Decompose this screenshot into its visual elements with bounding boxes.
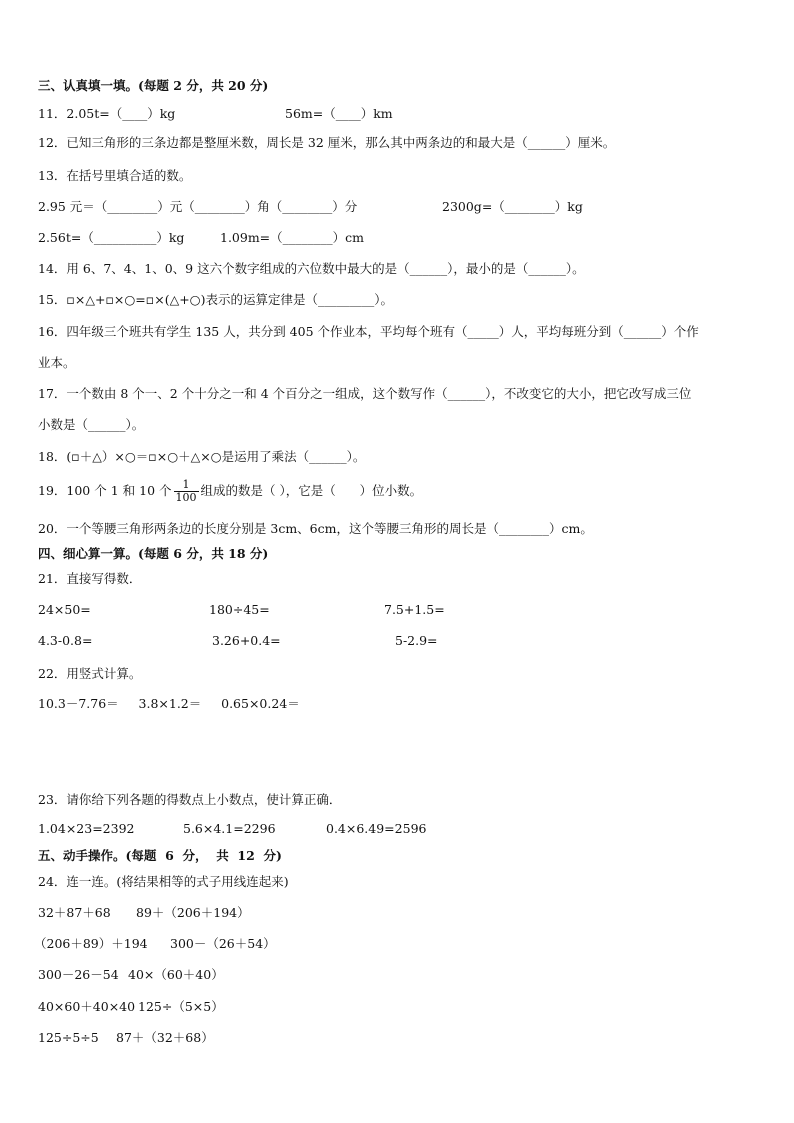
question-21: 21．直接写得数． (38, 571, 142, 586)
calc-4.3minus0.8: 4.3-0.8= (38, 633, 93, 648)
calc-7.5plus1.5: 7.5+1.5= (384, 602, 445, 617)
question-17-line-1: 17．一个数由 8 个一、2 个十分之一和 4 个百分之一组成，这个数写作（______），不改变它的大小，把它改写成三位 (38, 386, 692, 401)
q11-part-a: 11．2.05t=（____）kg (38, 106, 176, 121)
question-13: 13．在括号里填合适的数。 (38, 168, 192, 183)
section-4-title: 四、细心算一算。(每题 6 分，共 18 分) (38, 546, 269, 561)
question-23: 23．请你给下列各题的得数点上小数点，使计算正确． (38, 792, 342, 807)
match-left-2: （206＋89）＋194 (34, 936, 148, 951)
question-18: 18．(▫＋△）×○＝▫×○＋△×○是运用了乘法（______）。 (38, 449, 366, 464)
question-24: 24．连一连。(将结果相等的式子用线连起来) (38, 874, 289, 889)
match-right-1: 89＋（206＋194） (136, 905, 250, 920)
question-22-items: 10.3－7.76＝ 3.8×1.2＝ 0.65×0.24＝ (38, 696, 300, 711)
question-17-line-2: 小数是（______）。 (38, 417, 145, 432)
match-left-1: 32＋87＋68 (38, 905, 111, 920)
question-13-line-d: 1.09m=（________）cm (220, 230, 365, 245)
calc-5minus2.9: 5-2.9= (395, 633, 438, 648)
calc-3.26plus0.4: 3.26+0.4= (212, 633, 281, 648)
match-right-2: 300－（26＋54） (170, 936, 276, 951)
question-14: 14．用 6、7、4、1、0、9 这六个数字组成的六位数中最大的是（______），最小的是（______）。 (38, 261, 585, 276)
match-right-4: 125÷（5×5） (138, 999, 224, 1014)
question-13-line-c: 2.56t=（__________）kg (38, 230, 185, 245)
question-20: 20．一个等腰三角形两条边的长度分别是 3cm、6cm，这个等腰三角形的周长是（________）cm。 (38, 521, 593, 536)
question-16-line-1: 16．四年级三个班共有学生 135 人，共分到 405 个作业本，平均每个班有（_____）人，平均每班分到（______）个作 (38, 324, 699, 339)
match-right-5: 87＋（32＋68） (116, 1030, 214, 1045)
calc-1.04x23: 1.04×23=2392 (38, 821, 135, 836)
question-11 (38, 106, 175, 122)
calc-24x50: 24×50= (38, 602, 91, 617)
question-15: 15．▫×△+▫×○=▫×(△+○)表示的运算定律是（_________）。 (38, 292, 393, 307)
match-left-3: 300－26－54 (38, 967, 119, 982)
question-16-line-2: 业本。 (38, 355, 76, 370)
fraction-one-hundredth: $\frac{1}{100}$ (175, 478, 197, 504)
question-11-part-b: 56m=（____）km (285, 106, 393, 121)
match-left-5: 125÷5÷5 (38, 1030, 99, 1045)
question-22: 22．用竖式计算。 (38, 666, 142, 681)
question-12: 12．已知三角形的三条边都是整厘米数，周长是 32 厘米，那么其中两条边的和最大是（______）厘米。 (38, 135, 616, 150)
match-right-3: 40×（60＋40） (128, 967, 224, 982)
match-left-4: 40×60＋40×40 (38, 999, 136, 1014)
question-19: 19．100 个 1 和 10 个 $\frac{1}{100}$ 组成的数是（ ），它是（ ）位小数。 (38, 478, 423, 504)
question-13-line-b: 2300g=（________）kg (442, 199, 583, 214)
section-5-title: 五、动手操作。(每题 6 分， 共 12 分) (38, 848, 282, 863)
calc-180div45: 180÷45= (209, 602, 270, 617)
calc-5.6x4.1: 5.6×4.1=2296 (183, 821, 276, 836)
calc-0.4x6.49: 0.4×6.49=2596 (326, 821, 427, 836)
question-13-line-a: 2.95 元＝（________）元（________）角（________）分 (38, 199, 358, 214)
section-3-title: 三、认真填一填。(每题 2 分，共 20 分) (38, 78, 269, 93)
